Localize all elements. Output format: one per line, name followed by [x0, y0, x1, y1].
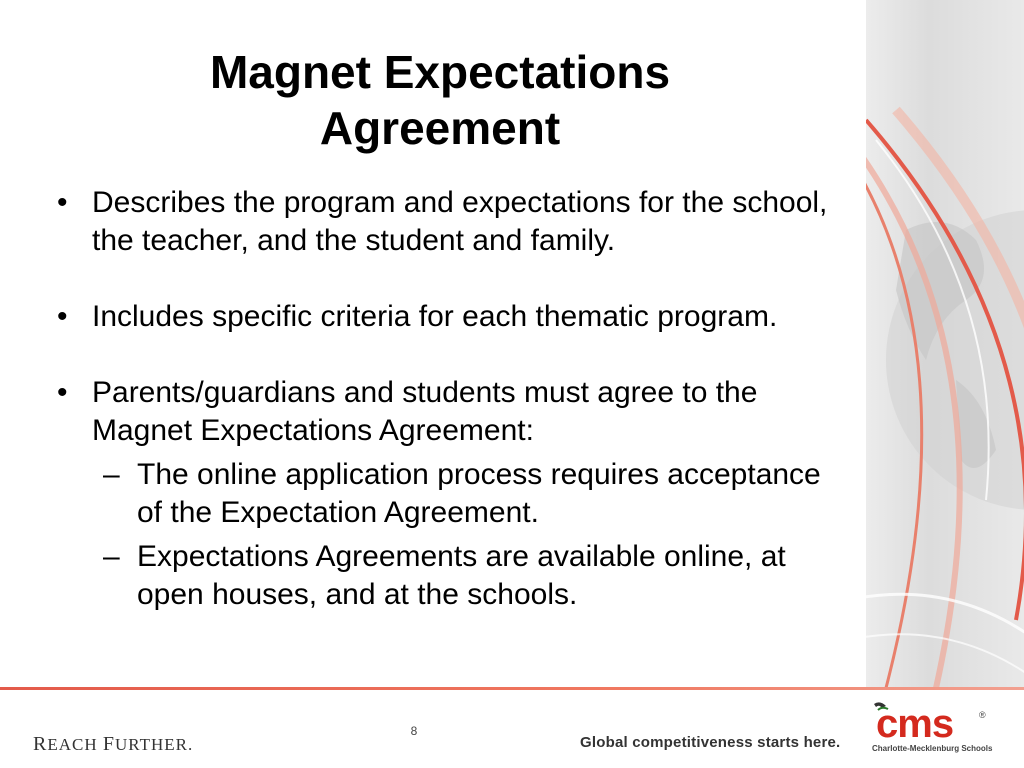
- reach-rest: EACH: [47, 735, 103, 754]
- bullet-list: [55, 184, 845, 614]
- bullet-marker: •: [57, 300, 68, 333]
- sub-bullet-marker: –: [103, 540, 120, 573]
- title-line-1: Magnet Expectations: [209, 46, 671, 98]
- sub-bullet-text: The online application process requires acceptance of the Expectation Agreement.: [137, 458, 821, 529]
- reach-further-slogan: [33, 733, 193, 756]
- bullet-text: Includes specific criteria for each thematic program.: [92, 300, 778, 333]
- bullet-text: Describes the program and expectations for the school, the teacher, and the student and family.: [92, 186, 828, 257]
- sub-bullet-text: Expectations Agreements are available online, at open houses, and at the schools.: [137, 540, 786, 611]
- sub-bullet-item: [55, 456, 845, 532]
- registered-mark: ®: [979, 710, 986, 720]
- logo-subtitle: Charlotte-Mecklenburg Schools: [872, 744, 993, 753]
- bullet-marker: •: [57, 186, 68, 219]
- globe-arcs-graphic: [866, 0, 1024, 688]
- bullet-item: [55, 374, 845, 450]
- footer-tagline: Global competitiveness starts here.: [580, 734, 841, 751]
- sub-bullet-marker: –: [103, 458, 120, 491]
- title-line-2: Agreement: [319, 102, 561, 154]
- slide-title: [100, 44, 780, 156]
- bullet-item: [55, 184, 845, 260]
- further-initial: F: [102, 733, 115, 755]
- cms-logo-text: cms: [876, 702, 954, 746]
- decorative-globe-panel: [866, 0, 1024, 688]
- page-number: 8: [410, 724, 418, 738]
- footer-divider: [0, 687, 1024, 690]
- further-rest: URTHER.: [115, 735, 194, 754]
- reach-initial: R: [33, 733, 48, 755]
- bullet-marker: •: [57, 376, 68, 409]
- bullet-text: Parents/guardians and students must agree to the Magnet Expectations Agreement:: [92, 376, 758, 447]
- sub-bullet-item: [55, 538, 845, 614]
- bullet-item: [55, 298, 845, 336]
